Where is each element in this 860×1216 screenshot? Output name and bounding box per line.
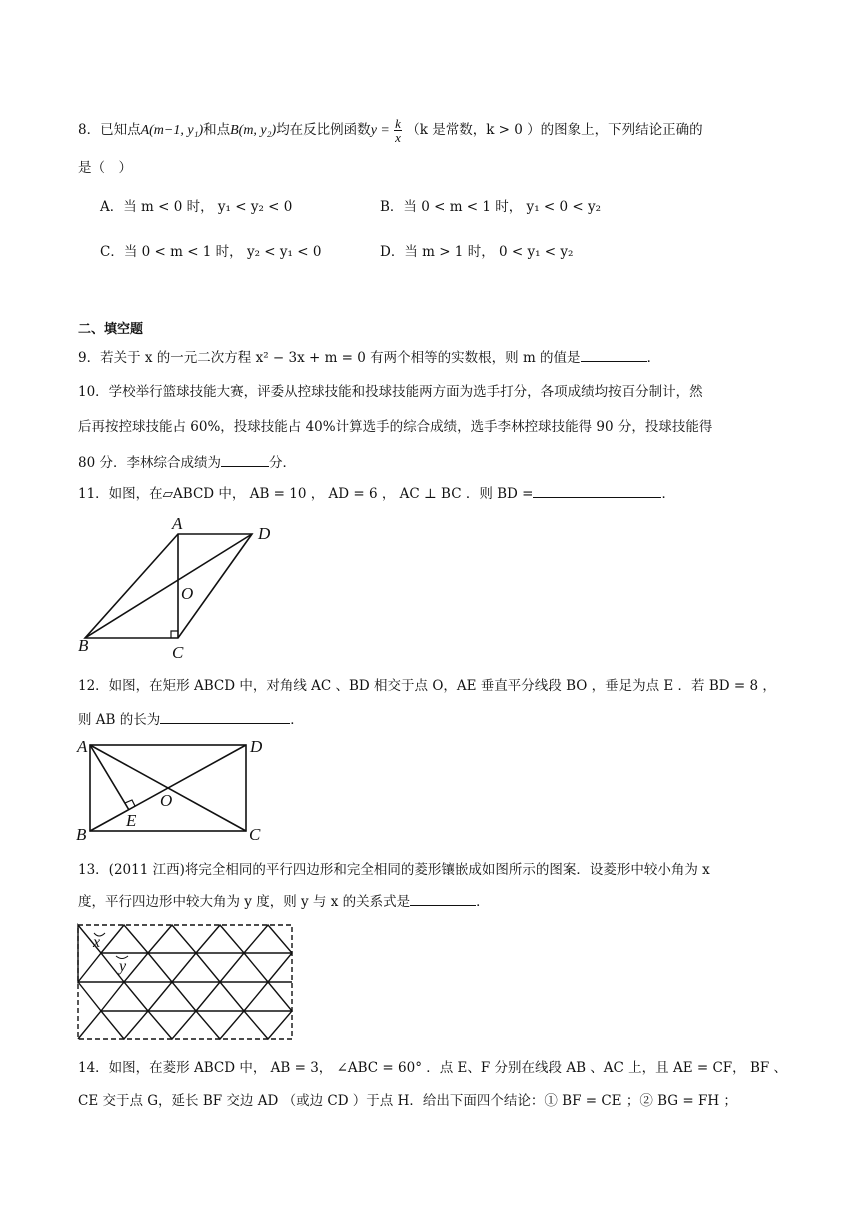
q9-end: ． xyxy=(646,350,661,366)
q13-tessellation-figure xyxy=(76,923,296,1043)
q8-mid: 均在反比例函数 xyxy=(276,122,371,138)
q11-end: ． xyxy=(661,486,675,502)
section-heading: 二、填空题 xyxy=(78,322,144,337)
q11-label-c: C xyxy=(172,643,184,662)
q9-line xyxy=(78,347,660,368)
segment-ae xyxy=(90,745,129,810)
right-angle-mark xyxy=(171,631,178,638)
q11-label-o: O xyxy=(181,584,194,603)
q8-and: 和点 xyxy=(203,122,231,138)
q10-line2: 后再按控球技能占 60%，投球技能占 40%计算选手的综合成绩，选手李林控球技能得 90 分，投球技能得 xyxy=(78,419,713,435)
q12-label-c: C xyxy=(249,825,261,844)
q8-condition: （k 是常数，k > 0 ）的图象上，下列结论正确的 xyxy=(406,122,703,138)
q10-answer-blank[interactable] xyxy=(221,452,269,467)
q13-line2a: 度，平行四边形中较大角为 y 度，则 y 与 x 的关系式是 xyxy=(78,894,411,910)
q12-rectangle-figure xyxy=(72,735,272,845)
q9-text: 9．若关于 x 的一元二次方程 x² − 3x + m = 0 有两个相等的实数根，则 m 的值是 xyxy=(78,350,581,366)
q14-line1: 14．如图，在菱形 ABCD 中， AB = 3， ∠ABC = 60° ．点 E、F 分别在线段 AB 、AC 上，且 AE = CF， BF 、 xyxy=(78,1060,788,1076)
q8-option-b: B．当 0 < m < 1 时， y₁ < 0 < y₂ xyxy=(380,199,602,215)
q9-answer-blank[interactable] xyxy=(581,347,647,362)
q8-option-d: D．当 m > 1 时， 0 < y₁ < y₂ xyxy=(380,244,574,260)
q12-label-a: A xyxy=(77,737,88,756)
q13-label-x: x xyxy=(93,934,101,951)
q14-line2: CE 交于点 G，延长 BF 交边 AD （或边 CD ）于点 H．给出下面四个结论：① BF = CE ；② BG = FH ； xyxy=(78,1093,737,1109)
q13-end: ． xyxy=(476,894,490,910)
q8-frac-den: x xyxy=(395,130,401,145)
q10-line3b: 分． xyxy=(268,455,296,471)
q12-end: ． xyxy=(290,712,304,728)
q12-label-o: O xyxy=(160,791,173,810)
q8-pointB: B(m, y₂) xyxy=(230,123,277,138)
q11-parallelogram-figure xyxy=(72,512,292,662)
q11-label-d: D xyxy=(258,524,271,543)
q11-label-a: A xyxy=(172,514,183,533)
tessellation-lines xyxy=(78,925,292,1039)
q8-option-a: A．当 m < 0 时， y₁ < y₂ < 0 xyxy=(100,199,293,215)
q8-line2: 是（ ） xyxy=(78,160,132,176)
q8-num: 8．已知点 xyxy=(78,122,141,138)
q12-line2a: 则 AB 的长为 xyxy=(78,712,161,728)
q8-line1 xyxy=(78,117,703,144)
diagonal-bd xyxy=(85,534,252,638)
q12-label-b: B xyxy=(76,825,87,844)
q12-answer-blank[interactable] xyxy=(160,709,290,724)
q10-line3 xyxy=(78,452,296,473)
q13-answer-blank[interactable] xyxy=(410,891,476,906)
q8-pointA: A(m−1, y₁) xyxy=(140,123,204,138)
q8-fraction xyxy=(394,117,402,144)
q11-answer-blank[interactable] xyxy=(533,483,661,498)
q8-func-lhs: y = xyxy=(370,123,390,138)
q13-line1: 13．(2011 江西)将完全相同的平行四边形和完全相同的菱形镶嵌成如图所示的图案．设菱形中较小角为 x xyxy=(78,862,710,878)
q11-line xyxy=(78,483,675,504)
q12-line1: 12．如图，在矩形 ABCD 中，对角线 AC 、BD 相交于点 O，AE 垂直平分线段 BO ，垂足为点 E ．若 BD = 8 ， xyxy=(78,678,776,694)
q10-line3a: 80 分．李林综合成绩为 xyxy=(78,455,221,471)
q12-label-e: E xyxy=(126,811,137,830)
q8-option-c: C．当 0 < m < 1 时， y₂ < y₁ < 0 xyxy=(100,244,322,260)
q10-line1: 10．学校举行篮球技能大赛，评委从控球技能和投球技能两方面为选手打分，各项成绩均按百分制计，然 xyxy=(78,384,703,400)
q13-label-y: y xyxy=(119,958,127,975)
q11-text: 11．如图，在▱ABCD 中， AB = 10 ， AD = 6 ， AC ⊥ BC ．则 BD = xyxy=(78,486,534,502)
q12-label-d: D xyxy=(250,737,263,756)
q11-label-b: B xyxy=(78,636,89,655)
q12-line2 xyxy=(78,709,304,730)
q8-frac-num: k xyxy=(395,116,401,131)
q13-line2 xyxy=(78,891,490,912)
